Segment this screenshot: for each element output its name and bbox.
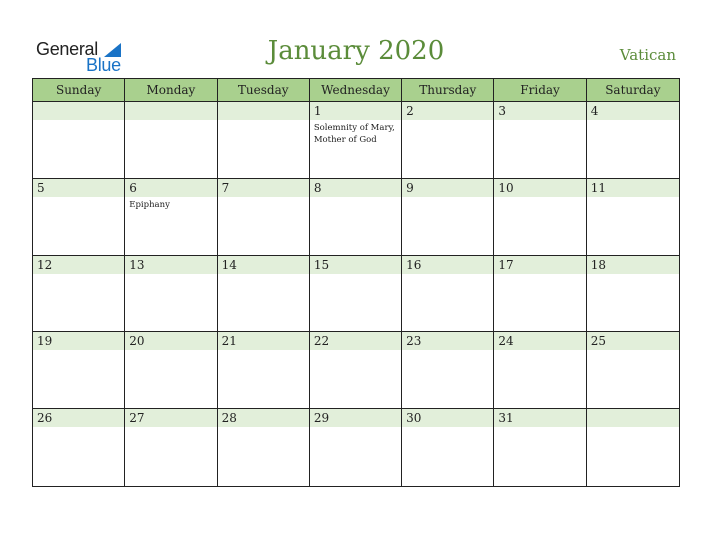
calendar-day-cell bbox=[310, 409, 402, 486]
calendar-day-cell bbox=[33, 256, 125, 333]
day-number-band bbox=[494, 102, 585, 120]
day-number: 24 bbox=[498, 334, 514, 349]
calendar-day-cell bbox=[402, 409, 494, 486]
day-number: 30 bbox=[406, 411, 422, 426]
day-number: 8 bbox=[313, 180, 322, 195]
calendar-day-cell bbox=[402, 256, 494, 333]
calendar-day-cell bbox=[587, 409, 679, 486]
day-number: 17 bbox=[498, 257, 514, 272]
calendar-day-cell bbox=[218, 409, 310, 486]
calendar-grid bbox=[32, 78, 680, 487]
day-number-band bbox=[402, 102, 493, 120]
page-title: January 2020 bbox=[267, 36, 445, 66]
day-number: 12 bbox=[37, 257, 53, 272]
calendar-day-cell bbox=[587, 256, 679, 333]
day-number: 16 bbox=[406, 257, 422, 272]
day-number-band bbox=[587, 409, 679, 427]
day-number: 11 bbox=[590, 180, 606, 195]
calendar-day-cell bbox=[218, 102, 310, 179]
calendar-day-cell bbox=[310, 179, 402, 256]
calendar-day-cell bbox=[494, 332, 586, 409]
day-number: 21 bbox=[221, 334, 237, 349]
calendar-day-cell bbox=[310, 102, 402, 179]
holiday-label: Epiphany bbox=[129, 199, 170, 210]
calendar-day-cell bbox=[587, 332, 679, 409]
calendar-day-cell bbox=[587, 179, 679, 256]
day-number: 13 bbox=[129, 257, 145, 272]
calendar-day-cell bbox=[218, 256, 310, 333]
day-number: 27 bbox=[129, 411, 145, 426]
day-number: 9 bbox=[406, 180, 414, 195]
holiday-label: Solemnity of Mary, Mother of God bbox=[313, 123, 395, 145]
generalblue-logo bbox=[36, 38, 136, 74]
calendar-day-cell bbox=[125, 179, 217, 256]
day-number-band bbox=[125, 179, 216, 197]
country-label: Vatican bbox=[619, 46, 676, 64]
day-number-band bbox=[218, 179, 309, 197]
day-number: 3 bbox=[498, 104, 507, 118]
day-number-band bbox=[310, 102, 401, 120]
day-number: 7 bbox=[221, 180, 230, 195]
calendar-day-cell bbox=[494, 179, 586, 256]
calendar-day-cell bbox=[587, 102, 679, 179]
calendar-day-cell bbox=[310, 332, 402, 409]
day-number: 25 bbox=[590, 334, 606, 349]
calendar-day-cell bbox=[402, 102, 494, 179]
day-number: 19 bbox=[37, 334, 53, 349]
day-number-band bbox=[310, 179, 401, 197]
calendar-day-cell bbox=[494, 409, 586, 486]
day-number: 10 bbox=[498, 180, 514, 195]
calendar-day-cell bbox=[218, 179, 310, 256]
day-number: 31 bbox=[498, 411, 514, 426]
calendar-day-cell bbox=[33, 409, 125, 486]
weekday-header-monday: Monday bbox=[125, 79, 217, 102]
day-number-band bbox=[587, 102, 679, 120]
calendar-day-cell bbox=[310, 256, 402, 333]
calendar-day-cell bbox=[125, 332, 217, 409]
weekday-header-sunday: Sunday bbox=[33, 79, 125, 102]
calendar-day-cell bbox=[125, 102, 217, 179]
day-number: 20 bbox=[129, 334, 145, 349]
day-number-band bbox=[218, 102, 309, 120]
day-number: 28 bbox=[221, 411, 237, 426]
weekday-header-thursday: Thursday bbox=[402, 79, 494, 102]
day-number: 26 bbox=[37, 411, 53, 426]
day-number: 2 bbox=[406, 104, 414, 118]
calendar-day-cell bbox=[494, 102, 586, 179]
day-number: 4 bbox=[590, 104, 599, 118]
logo-text-blue: Blue bbox=[86, 55, 121, 75]
calendar-day-cell bbox=[494, 256, 586, 333]
day-number: 29 bbox=[313, 411, 330, 426]
calendar-day-cell bbox=[125, 256, 217, 333]
calendar-day-cell bbox=[218, 332, 310, 409]
calendar-day-cell bbox=[402, 179, 494, 256]
day-number: 23 bbox=[406, 334, 422, 349]
day-number: 6 bbox=[129, 180, 137, 195]
calendar-day-cell bbox=[33, 179, 125, 256]
day-number: 1 bbox=[313, 104, 322, 118]
weekday-header-wednesday: Wednesday bbox=[310, 79, 402, 102]
calendar-day-cell bbox=[402, 332, 494, 409]
weekday-header-friday: Friday bbox=[494, 79, 586, 102]
day-number-band bbox=[402, 179, 493, 197]
day-number-band bbox=[125, 102, 216, 120]
day-number-band bbox=[33, 102, 124, 120]
day-number: 22 bbox=[313, 334, 330, 349]
day-number: 14 bbox=[221, 257, 237, 272]
day-number-band bbox=[33, 179, 124, 197]
calendar-day-cell bbox=[33, 332, 125, 409]
calendar-day-cell bbox=[33, 102, 125, 179]
day-number: 18 bbox=[590, 257, 606, 272]
weekday-header-tuesday: Tuesday bbox=[218, 79, 310, 102]
day-number: 5 bbox=[37, 180, 45, 195]
weekday-header-saturday: Saturday bbox=[587, 79, 679, 102]
calendar-day-cell bbox=[125, 409, 217, 486]
logo-text-general: General bbox=[36, 39, 98, 59]
day-number: 15 bbox=[313, 257, 330, 272]
